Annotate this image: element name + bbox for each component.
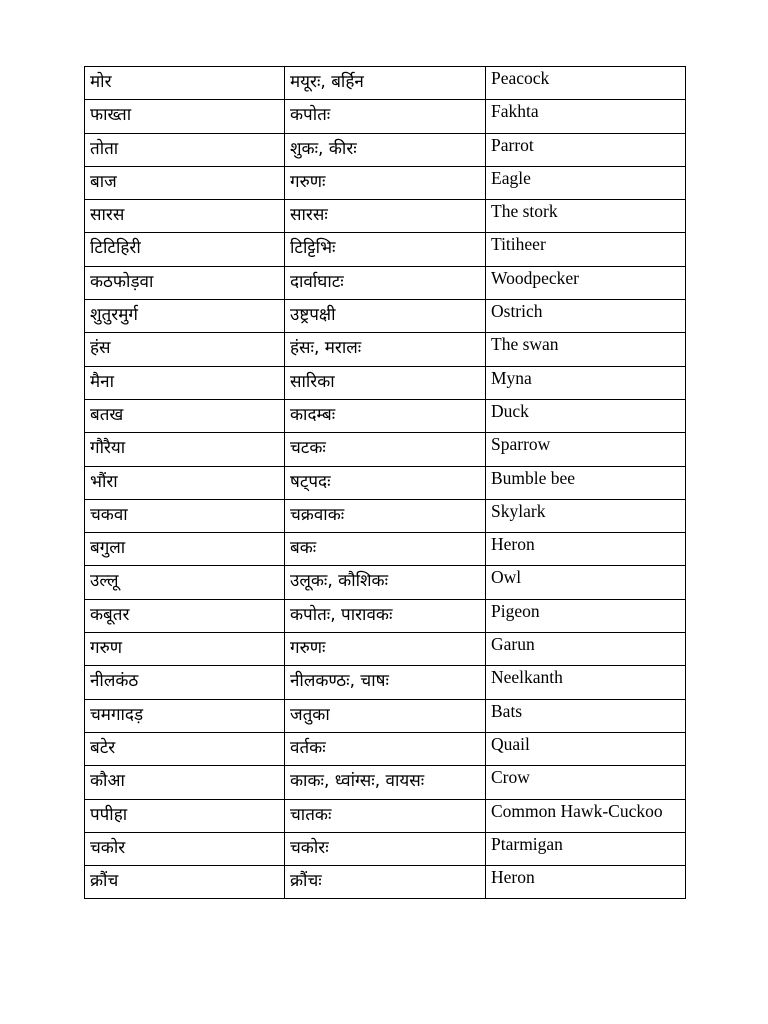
hindi-name: गौरैया: [85, 433, 285, 466]
sanskrit-name: उष्ट्रपक्षी: [285, 300, 486, 333]
english-name: The stork: [486, 200, 686, 233]
english-name: Common Hawk-Cuckoo: [486, 799, 686, 832]
sanskrit-name: शुकः, कीरः: [285, 133, 486, 166]
english-name: Peacock: [486, 67, 686, 100]
hindi-name: तोता: [85, 133, 285, 166]
table-row: [85, 633, 686, 666]
english-name: Heron: [486, 533, 686, 566]
table-row: [85, 699, 686, 732]
sanskrit-name: क्रौंचः: [285, 866, 486, 899]
table-row: [85, 233, 686, 266]
sanskrit-name: चातकः: [285, 799, 486, 832]
table-row: [85, 399, 686, 432]
table-row: [85, 133, 686, 166]
hindi-name: फाख्ता: [85, 100, 285, 133]
hindi-name: बटेर: [85, 732, 285, 765]
sanskrit-name: हंसः, मरालः: [285, 333, 486, 366]
english-name: Owl: [486, 566, 686, 599]
hindi-name: गरुण: [85, 633, 285, 666]
table-row: [85, 300, 686, 333]
english-name: Ptarmigan: [486, 832, 686, 865]
sanskrit-name: दार्वाघाटः: [285, 266, 486, 299]
hindi-name: चमगादड़: [85, 699, 285, 732]
hindi-name: कठफोड़वा: [85, 266, 285, 299]
english-name: Duck: [486, 399, 686, 432]
hindi-name: चकोर: [85, 832, 285, 865]
bird-names-table: [84, 66, 686, 899]
sanskrit-name: काकः, ध्वांग्सः, वायसः: [285, 766, 486, 799]
sanskrit-name: चक्रवाकः: [285, 499, 486, 532]
english-name: Fakhta: [486, 100, 686, 133]
hindi-name: कौआ: [85, 766, 285, 799]
table-row: [85, 166, 686, 199]
english-name: Ostrich: [486, 300, 686, 333]
sanskrit-name: वर्तकः: [285, 732, 486, 765]
sanskrit-name: गरुणः: [285, 633, 486, 666]
english-name: Sparrow: [486, 433, 686, 466]
table-row: [85, 566, 686, 599]
table-row: [85, 766, 686, 799]
hindi-name: कबूतर: [85, 599, 285, 632]
table-row: [85, 832, 686, 865]
english-name: Myna: [486, 366, 686, 399]
english-name: Parrot: [486, 133, 686, 166]
table-row: [85, 67, 686, 100]
hindi-name: क्रौंच: [85, 866, 285, 899]
table-row: [85, 666, 686, 699]
table-row: [85, 799, 686, 832]
hindi-name: भौंरा: [85, 466, 285, 499]
table-row: [85, 200, 686, 233]
table-row: [85, 466, 686, 499]
sanskrit-name: उलूकः, कौशिकः: [285, 566, 486, 599]
hindi-name: हंस: [85, 333, 285, 366]
english-name: Heron: [486, 866, 686, 899]
english-name: The swan: [486, 333, 686, 366]
english-name: Bumble bee: [486, 466, 686, 499]
hindi-name: मैना: [85, 366, 285, 399]
sanskrit-name: कपोतः: [285, 100, 486, 133]
sanskrit-name: षट्पदः: [285, 466, 486, 499]
sanskrit-name: बकः: [285, 533, 486, 566]
table-row: [85, 100, 686, 133]
table-row: [85, 499, 686, 532]
hindi-name: शुतुरमुर्ग: [85, 300, 285, 333]
english-name: Woodpecker: [486, 266, 686, 299]
english-name: Neelkanth: [486, 666, 686, 699]
hindi-name: पपीहा: [85, 799, 285, 832]
sanskrit-name: मयूरः, बर्हिन: [285, 67, 486, 100]
sanskrit-name: जतुका: [285, 699, 486, 732]
sanskrit-name: टिट्टिभिः: [285, 233, 486, 266]
hindi-name: बगुला: [85, 533, 285, 566]
english-name: Eagle: [486, 166, 686, 199]
sanskrit-name: नीलकण्ठः, चाषः: [285, 666, 486, 699]
table-row: [85, 732, 686, 765]
hindi-name: मोर: [85, 67, 285, 100]
sanskrit-name: गरुणः: [285, 166, 486, 199]
sanskrit-name: कादम्बः: [285, 399, 486, 432]
table-row: [85, 366, 686, 399]
english-name: Titiheer: [486, 233, 686, 266]
hindi-name: बाज: [85, 166, 285, 199]
table-row: [85, 533, 686, 566]
table-row: [85, 599, 686, 632]
english-name: Pigeon: [486, 599, 686, 632]
english-name: Crow: [486, 766, 686, 799]
sanskrit-name: कपाेतः, पारावकः: [285, 599, 486, 632]
english-name: Skylark: [486, 499, 686, 532]
table-row: [85, 433, 686, 466]
table-row: [85, 266, 686, 299]
table-row: [85, 866, 686, 899]
table-row: [85, 333, 686, 366]
english-name: Garun: [486, 633, 686, 666]
sanskrit-name: सारिका: [285, 366, 486, 399]
hindi-name: उल्लू: [85, 566, 285, 599]
sanskrit-name: सारसः: [285, 200, 486, 233]
hindi-name: बतख: [85, 399, 285, 432]
sanskrit-name: चकोरः: [285, 832, 486, 865]
hindi-name: नीलकंठ: [85, 666, 285, 699]
english-name: Quail: [486, 732, 686, 765]
hindi-name: चकवा: [85, 499, 285, 532]
hindi-name: सारस: [85, 200, 285, 233]
hindi-name: टिटिहिरी: [85, 233, 285, 266]
sanskrit-name: चटकः: [285, 433, 486, 466]
english-name: Bats: [486, 699, 686, 732]
